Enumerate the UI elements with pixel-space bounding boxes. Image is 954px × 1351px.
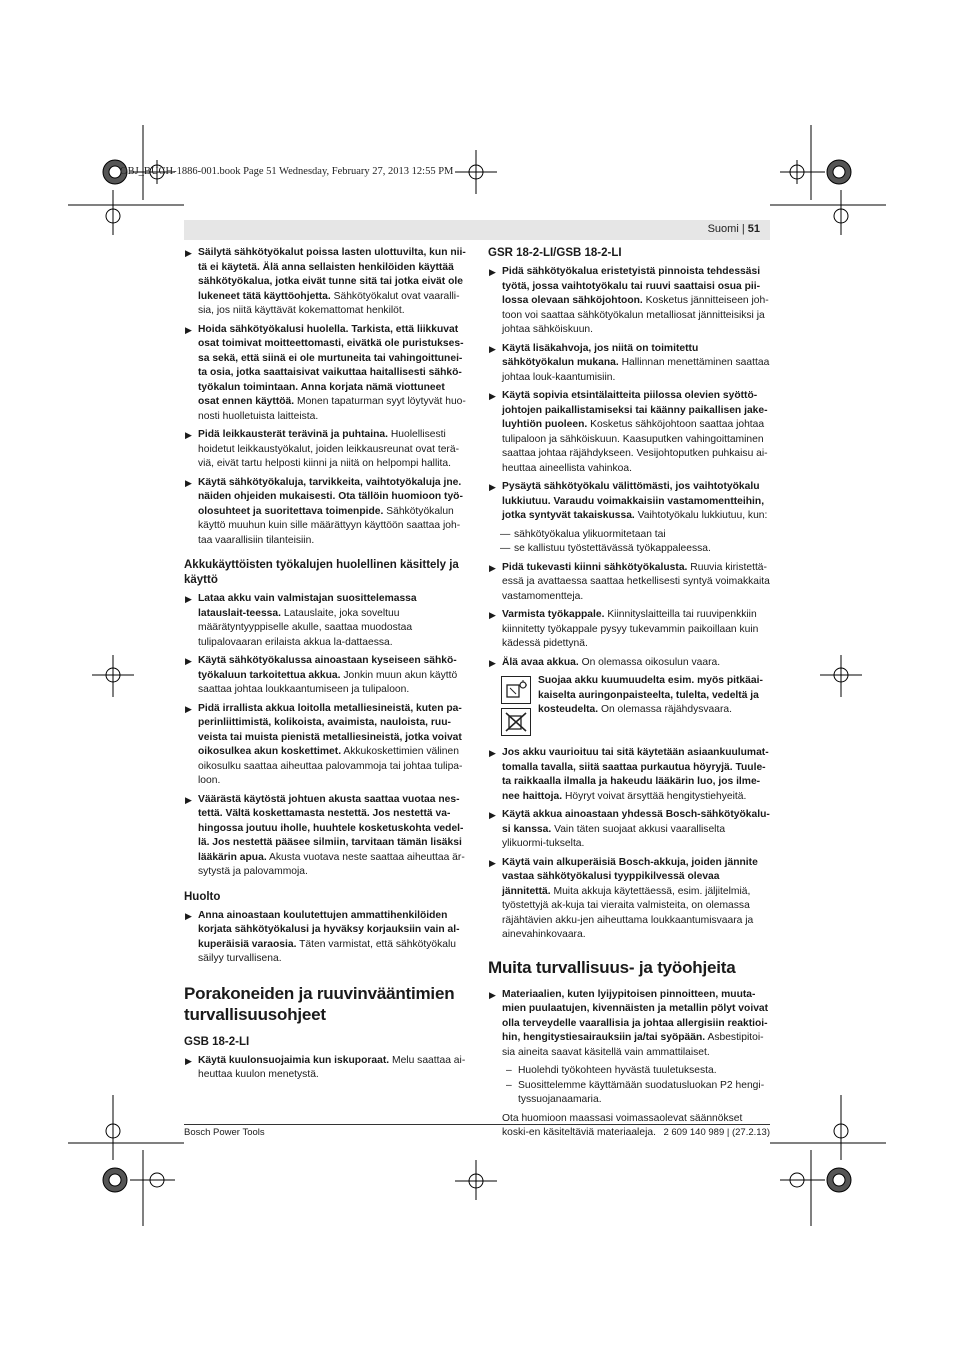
bullet-bold: Pidä sähkötyökalua eristetyistä pinnoista tehdessäsi työtä, jossa vaihtotyökalu tai ruuvi saattaisi osua pii-lossa olevaan sähköjohtoon. [502, 266, 761, 306]
bullet-arrow-icon: ▶ [185, 794, 192, 805]
battery-warning [488, 674, 770, 740]
bullet-text: Huolellisesti hoidetut leikkaustyökalut, joiden leikkausreunat ovat terä-viä, eivät tartu helposti kiinni ja niitä on helpompi hallita. [198, 429, 460, 469]
dash-text: Huolehdi työkohteen hyvästä tuuletuksesta. [518, 1065, 717, 1076]
bullet-arrow-icon: ▶ [489, 391, 496, 401]
bullet-item [488, 856, 770, 943]
bullet-arrow-icon: ▶ [489, 989, 496, 1000]
bullet-item [184, 1054, 466, 1083]
bullet-arrow-icon: ▶ [185, 1055, 192, 1066]
bullet-text: Kosketus jännitteiseen joh-toon voi saattaa sähkötyökalun metalliosat jännitteisiksi ja johtaa sähköiskuun. [502, 295, 769, 335]
dash-text: sähkötyökalua ylikuormitetaan tai [514, 528, 666, 540]
bullet-bold: Käytä akkua ainoastaan yhdessä Bosch-sähkötyökalu-si kanssa. [502, 809, 770, 835]
bullet-text: Kosketus sähköjohtoon saattaa johtaa tulipaloon ja sähköiskuun. Kaasuputken vahingoittaminen saattaa johtaa räjähdykseen. Vesijohtoputken puhkaisu ai-heuttaa aineellista vahinkoa. [502, 419, 768, 474]
bullet-bold: Väärästä käytöstä johtuen akusta saattaa vuotaa nes-tettä. Vältä koskettamasta nestettä. Jos nestettä va-hingossa joutuu iholle, huuhtele kosketuskohta vedel-lä. Jos nestettä pääsee silmiin, tarvitaan tämän lisäksi lääkärin apua. [198, 793, 464, 863]
closing-paragraph: Ota huomioon maassasi voimassaolevat säännökset koski-en käsiteltäviä materiaaleja. [502, 1112, 743, 1138]
bullet-bold: Käytä sähkötyökaluja, tarvikkeita, vaihtotyökaluja jne. näiden ohjeiden mukaisesti. Ota tällöin huomioon työ-olosuhteet ja suoritettava toimenpide. [198, 476, 463, 517]
dash-item [488, 528, 770, 543]
bullet-item [184, 654, 466, 698]
dash-marker: — [500, 543, 511, 554]
bullet-text: Sähkötyökalut ovat vaaralli-sia, jos niitä käyttävät kokemattomat henkilöt. [198, 290, 460, 316]
dash-text: se kallistuu työstettävässä työkappaleessa. [514, 543, 711, 554]
bullet-arrow-icon: ▶ [185, 324, 192, 335]
bullet-text: Vaihtotyökalu lukkiutuu, kun: [634, 510, 768, 521]
bullet-arrow-icon: ▶ [489, 857, 496, 868]
page-header-bar [184, 220, 770, 240]
bullet-bold: Hoida sähkötyökalusi huolella. Tarkista, että liikkuvat osat toimivat moitteettomasti, eivätkä ole puristukses-sa sekä, että siinä ei ole murtuneita tai vahingoittunei-ta osia, jotka saattaisivat vaikuttaa haitallisesti sähkö-työkalun toimintaan. Anna korjata nämä viottuneet osat ennen käyttöä. [198, 323, 464, 407]
bullet-bold: Käytä sopivia etsintälaitteita piilossa olevien syöttö-johtojen paikallistamiseksi tai käänny paikallisen jake-luyhtiön puoleen. [502, 390, 768, 430]
header-separator: | [741, 223, 745, 235]
page-number: 51 [747, 223, 760, 235]
bullet-text: Monen tapaturman syyt löytyvät huo-nosti huolletuista laitteista. [198, 396, 466, 422]
heat-warning-icon [501, 676, 531, 704]
bullet-text: On olemassa oikosulun vaara. [578, 656, 721, 668]
bullet-arrow-icon: ▶ [489, 657, 496, 668]
bullet-arrow-icon: ▶ [185, 703, 192, 714]
bullet-arrow-icon: ▶ [489, 610, 496, 620]
bullet-item [184, 702, 466, 789]
bullet-text: Ruuvia kiristettä-essä ja avattaessa saattaa hetkellisesti syntyä voimakkaita vastamomentteja. [502, 561, 770, 602]
bullet-text: Jonkin muun akun käyttö saattaa johtaa loukkaantumiseen ja tulipaloon. [198, 669, 458, 695]
bullet-item [488, 808, 770, 852]
bullet-item [488, 480, 770, 524]
heading-gsr: GSR 18-2-LI/GSB 18-2-LI [488, 247, 622, 259]
bullet-text: Kiinnityslaitteilla tai ruuvipenkkiin kiinnitetty työkappale pysyy tukevammin paikoillaan kuin kädessä pidettynä. [502, 609, 759, 649]
bullet-bold: Lataa akku vain valmistajan suosittelemassa latauslait-teessa. [198, 593, 417, 619]
bullet-item [184, 476, 466, 549]
bullet-item [184, 592, 466, 650]
bullet-bold: Älä avaa akkua. [502, 656, 579, 668]
bullet-text: Vain täten suojaat akkusi vaaralliselta ylikuormi-tukselta. [502, 823, 726, 849]
bullet-bold: Käytä sähkötyökalussa ainoastaan kyseiseen sähkö-työkaluun tarkoitettua akkua. [198, 655, 457, 681]
bullet-text: Akkukoskettimien välinen oikosulku saattaa aiheuttaa palovammoja tai johtaa tulipa-loon. [198, 746, 463, 786]
bullet-item [488, 608, 770, 652]
bullet-arrow-icon: ▶ [185, 477, 192, 488]
bullet-text: Sähkötyökalun käyttö muuhun kuin sille määrättyyn käyttöön saattaa joh-taa vaarallisiin tilanteisiin. [198, 505, 461, 546]
section-name: Suomi [707, 223, 739, 235]
no-water-fire-icon [501, 708, 531, 736]
bullet-text: Muita akkuja käytettäessä, esim. jäljitelmiä, työstettyjä ak-kuja tai vieraita valmisteita, on olemassa räjähtävien akku-jen aiheuttama loukkaantumisvaara ja ainevahinkovaara. [502, 885, 754, 940]
bullet-text: Täten varmistat, että sähkötyökalu säilyy turvallisena. [198, 938, 456, 964]
bullet-item [184, 428, 466, 472]
bullet-bold: Käytä lisäkahvoja, jos niitä on toimitettu sähkötyökalun mukana. [502, 342, 699, 368]
dash-item [488, 1064, 770, 1079]
bullet-item [488, 746, 770, 804]
dash-item [488, 1079, 770, 1108]
bullet-text: Hallinnan menettäminen saattaa johtaa louk-kaantumisiin. [502, 357, 770, 383]
dash-marker: — [500, 528, 511, 540]
bullet-item [488, 988, 770, 1061]
bullet-arrow-icon: ▶ [185, 430, 192, 440]
bullet-item [488, 561, 770, 605]
dash-text: Suosittelemme käyttämään suodatusluokan P2 hengi-tyssuojanaamaria. [518, 1079, 765, 1105]
bullet-bold: Pysäytä sähkötyökalu välittömästi, jos vaihtotyökalu lukkiutuu. Varaudu voimakkaisiin vastamomentteihin, jotka syntyvät takaiskussa. [502, 481, 765, 521]
footer-brand: Bosch Power Tools [184, 1127, 265, 1138]
right-column [488, 246, 770, 1141]
bullet-text: Asbestipitoi-sia aineita saavat käsitellä vain ammattilaiset. [502, 1032, 764, 1058]
left-column [184, 246, 466, 1087]
bullet-arrow-icon: ▶ [489, 562, 496, 573]
footer-doc-number: 2 609 140 989 | (27.2.13) [663, 1127, 770, 1138]
bullet-arrow-icon: ▶ [489, 748, 496, 758]
bullet-arrow-icon: ▶ [489, 267, 496, 277]
print-header: OBJ_BUCH-1886-001.book Page 51 Wednesday, February 27, 2013 12:55 PM [120, 166, 454, 177]
bullet-text: Höyryt voivat ärsyttää hengitystiehyeitä. [562, 790, 747, 802]
bullet-arrow-icon: ▶ [489, 482, 496, 492]
bullet-item [488, 265, 770, 338]
heading-battery: Akkukäyttöisten työkalujen huolellinen käsittely ja käyttö [184, 559, 459, 586]
heading-drill-safety: Porakoneiden ja ruuvinvääntimien turvallisuusohjeet [184, 983, 455, 1024]
bullet-bold: Varmista työkappale. [502, 609, 605, 620]
dash-marker: – [506, 1065, 512, 1076]
bullet-bold: Pidä leikkausterät terävinä ja puhtaina. [198, 429, 388, 440]
heading-service: Huolto [184, 890, 221, 903]
bullet-bold: Käytä vain alkuperäisiä Bosch-akkuja, joiden jännite vastaa sähkötyökalusi tyyppikilvessä olevaa jännitettä. [502, 856, 758, 897]
heading-gsb: GSB 18-2-LI [184, 1035, 250, 1048]
bullet-item [184, 246, 466, 319]
bullet-bold: Anna ainoastaan koulutettujen ammattihenkilöiden korjata sähkötyökalusi ja hyväksy korjauksiin vain al-kuperäisiä varaosia. [198, 909, 460, 950]
bullet-bold: Käytä kuulonsuojaimia kun iskuporaat. [198, 1054, 390, 1066]
bullet-item [184, 323, 466, 425]
dash-item [488, 542, 770, 557]
bullet-bold: Pidä tukevasti kiinni sähkötyökalusta. [502, 561, 688, 573]
dash-marker: – [506, 1079, 512, 1091]
bullet-text: Melu saattaa ai-heuttaa kuulon menetystä. [198, 1054, 466, 1080]
bullet-item [184, 909, 466, 967]
bullet-bold: Jos akku vaurioituu tai sitä käytetään asiaankuulumat-tomalla tavalla, siitä saattaa purkautua höyryjä. Tuule-ta raikkaalla ilmalla ja hakeudu lääkärin luo, jos ilme-nee haittoja. [502, 747, 769, 802]
footer-rule [184, 1124, 770, 1125]
bullet-item [488, 342, 770, 386]
warning-text: On olemassa räjähdysvaara. [598, 704, 733, 715]
bullet-item [488, 389, 770, 476]
bullet-arrow-icon: ▶ [185, 910, 192, 921]
bullet-arrow-icon: ▶ [489, 343, 496, 354]
bullet-item [184, 793, 466, 880]
warning-icons [501, 676, 531, 740]
bullet-text: Akusta vuotava neste saattaa aiheuttaa är-sytystä ja palovammoja. [198, 851, 465, 877]
bullet-text: Latauslaite, joka soveltuu määrätyntyyppiselle akulle, saattaa muodostaa tulipalovaaran erilaista akkua la-dattaessa. [198, 607, 413, 648]
bullet-arrow-icon: ▶ [185, 656, 192, 666]
warning-bold: Suojaa akku kuumuudelta esim. myös pitkäai-kaiselta auringonpaisteelta, tulelta, vedeltä ja kosteudelta. [538, 675, 763, 715]
bullet-arrow-icon: ▶ [185, 594, 192, 604]
heading-other-safety: Muita turvallisuus- ja työohjeita [488, 957, 736, 977]
bullet-item [488, 656, 770, 671]
bullet-arrow-icon: ▶ [489, 810, 496, 820]
bullet-bold: Materiaalien, kuten lyijypitoisen pinnoitteen, muuta-mien puulaatujen, kivennäisten ja metallin pölyt voivat olla terveydelle vaarallisia ja johtaa allergisiin reaktioi-hin, hengitystiesairauksiin ja/tai syöpään. [502, 988, 769, 1043]
bullet-arrow-icon: ▶ [185, 248, 192, 258]
bullet-bold: Säilytä sähkötyökalut poissa lasten ulottuvilta, kun nii-tä ei käytetä. Älä anna sellaisten henkilöiden käyttää sähkötyökalua, jotka eivät tunne sitä tai jotka eivät ole lukeneet tätä käyttöohjetta. [198, 247, 466, 302]
bullet-bold: Pidä irrallista akkua loitolla metalliesineistä, kuten pa-perinliittimistä, kolikoista, avaimista, nauloista, ruu-veista tai muista pienistä metalliesineistä, jotka voivat oikosulkea akun koskettimet. [198, 702, 462, 757]
page-header [708, 223, 760, 235]
